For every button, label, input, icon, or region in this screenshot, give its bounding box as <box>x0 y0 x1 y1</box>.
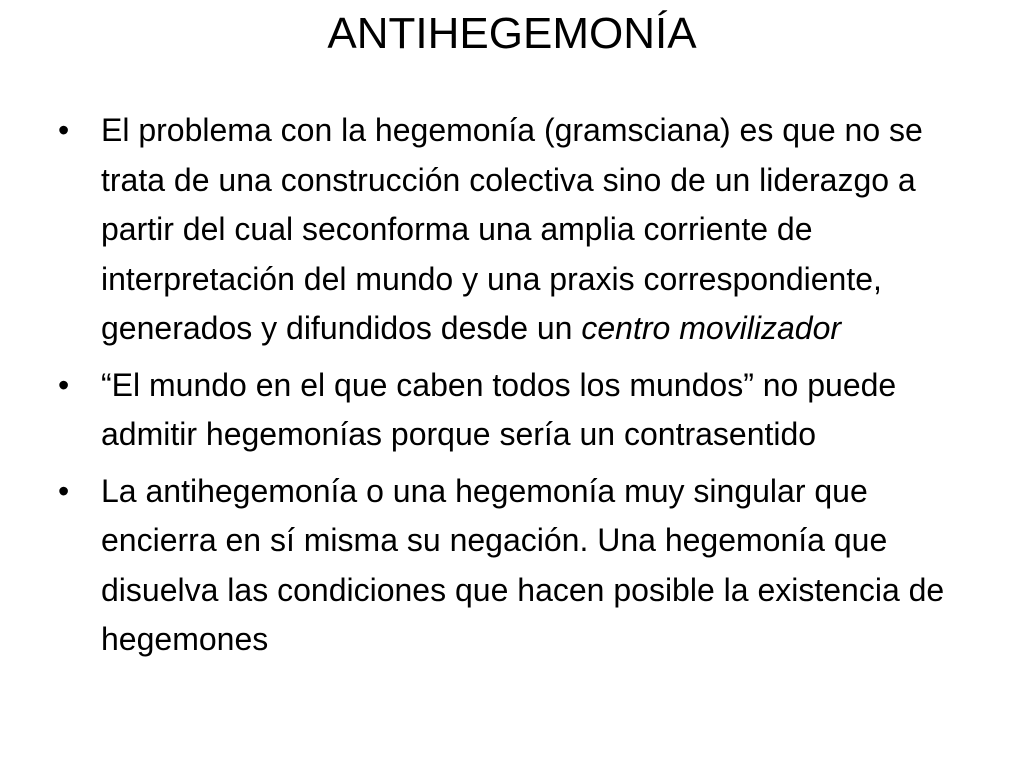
bullet-item-2 <box>58 361 968 460</box>
bullet-icon: • <box>58 112 70 148</box>
bullet-icon: • <box>58 472 70 509</box>
bullet-item-3 <box>58 467 968 665</box>
bullet-list <box>58 106 968 672</box>
bullet-emphasis-1: centro movilizador <box>581 310 842 346</box>
bullet-item-1 <box>58 106 968 354</box>
bullet-text-2: “El mundo en el que caben todos los mundos” no puede admitir hegemonías porque sería un contrasentido <box>101 366 897 452</box>
bullet-text-3: La antihegemonía o una hegemonía muy singular que encierra en sí misma su negación. Una hegemonía que disuelva las condiciones que hacen posible la existencia de hegemones <box>101 472 945 657</box>
bullet-text-1: El problema con la hegemonía (gramsciana) es que no se trata de una construcción colectiva sino de un liderazgo a partir del cual seconforma una amplia corriente de interpretación del mundo y una praxis correspondiente, generados y difundidos desde un <box>101 112 923 346</box>
slide-title: ANTIHEGEMONÍA <box>327 9 697 58</box>
bullet-icon: • <box>58 366 70 403</box>
